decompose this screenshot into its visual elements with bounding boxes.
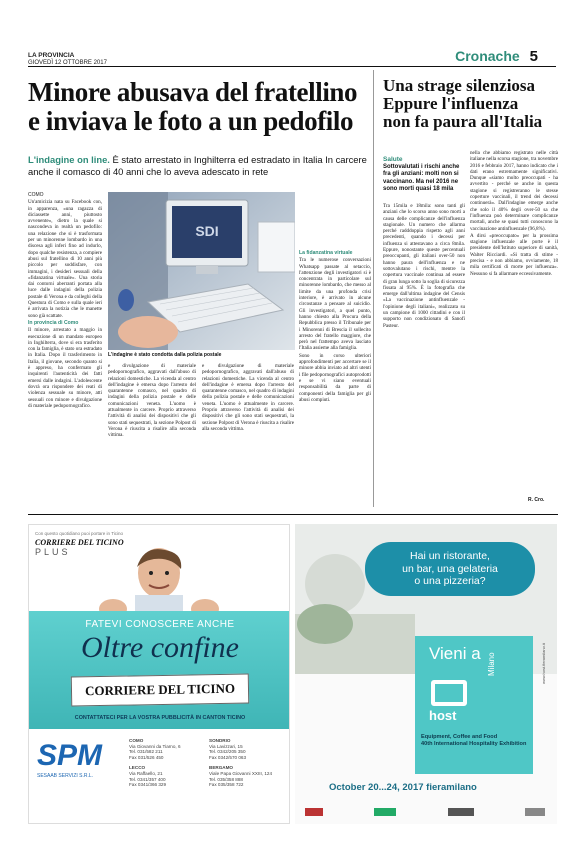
spm-logo: SPM (37, 739, 103, 772)
side-title-line-3: non fa paura all'Italia (383, 112, 543, 131)
paper-name: LA PROVINCIA (28, 52, 75, 59)
spm-name: SESAAB SERVIZI S.R.L. (37, 773, 94, 779)
side-byline: R. Cro. (528, 497, 545, 503)
page-number: 5 (529, 48, 538, 65)
ad2-dates: October 20...24, 2017 fieramilano (329, 782, 477, 793)
main-col3-kicker: La fidanzatina virtuale (299, 250, 353, 256)
side-summary: Sottovalutati i rischi anche fra gli anziani: molti non si vaccinano. Ma nel 2016 ne sono morti quasi 18 mila (383, 164, 460, 193)
side-col3-text: nella che abbiamo registrato nelle città italiane nella scorsa stagione, tra novembre 2016 e febbraio 2017, hanno indicato che i dati erano estremamente significativi. Dunque «siamo molto preoccupati - ha avvertito - perché se anche in questa stagione si registreranno le stesse coperture vaccinali, il trend dei decessi continuerà». Dall'indagine emerge anche che solo il 40% degli over-50 sa che l'influenza può determinare complicanze mortali, anche se quasi tutti conoscono la vaccinazione antinfluenzale (96,8%). (470, 150, 558, 232)
spm-logo-block (37, 739, 113, 793)
subhead-text: È stato arrestato in Inghilterra ed estradato in Italia In carcere anche il comasco di 40 anni che lo aveva adescato in rete (28, 154, 367, 177)
ad2-host-panel (415, 636, 533, 774)
main-col2-text: e divulgazione di materiale pedopornografico, aggravati dall'abuso di relazioni domestiche. La vicenda al centro dell'indagine è emersa dopo l'arresto del quarantenne comasco, nel quadro di indagini della polizia postale e delle comunicazioni veneta. L'uomo è attualmente in carcere. Proprio attraverso l'attività di analisi dei dispositivi che gli sono stati sequestrati, la sezione Polpost di Verona è riuscita a risalire alla seconda vittima. (108, 363, 196, 439)
ad2-speech-bubble (365, 542, 535, 596)
ad-corriere-ticino[interactable] (28, 524, 290, 824)
header-rule (28, 66, 556, 67)
main-col4-text: Sono in corso ulteriori approfondimenti per accertare se il minore abbia inviato ad altri utenti i file pedopornografici autoprodotti e se vi siano eventuali responsabilità da parte di componenti della famiglia per gli abusi compiuti. (299, 352, 371, 403)
side-col1-text: Tra 15mila e 18mila: sono tanti gli anziani che lo scorso anno sono morti a causa delle complicanze dell'influenza stagionale. Un numero che allarma perché radddoppia rispetto agli anni precedenti, quando i decessi per influenza si attestavano a circa 8mila. Eppure, nonostante queste percentuali preoccupanti, gli italiani over-50 non hanno paura dell'influenza e ne sottovalutano i rischi, mentre la copertura vaccinale continua ad essere di gran lunga sotto la soglia di sicurezza fissata al 95%. È la fotografia che emerge dall'ultima indagine del Censis «La vaccinazione antinfluenzale - l'opinione degli italiani», realizzata su un campione di 1000 cittadini e con il supporto non condizionato di Sanofi Pasteur. (383, 203, 465, 329)
headline-line-1: Minore abusava del fratellino (28, 77, 358, 107)
ad1-footer: CONTATTATECI PER LA VOSTRA PUBBLICITÀ IN CANTON TICINO (74, 715, 246, 721)
side-title-line-1: Una strage silenziosa (383, 76, 536, 95)
ad1-newspaper (71, 673, 249, 706)
side-kicker: Salute (383, 156, 403, 163)
main-subhead (28, 154, 368, 178)
side-col2-text: A dirsi «preoccupato» per la prossima stagione influenzale alle porte è il presidente dell'Istituto superiore di sanità, Walter Ricciardi. «Si tratta di stime - precisa - e non abbiamo, ovviamente, 18 mila certificati di morte per influenza». Nessuno si fa allarmare eccessivamente. (470, 232, 558, 277)
main-column-2 (108, 363, 196, 507)
expo-line-1: Equipment, Coffee and Food (421, 734, 498, 740)
ad1-headline: Oltre confine (80, 631, 239, 664)
office-item: BERGAMO Viale Papa Giovanni XXIII, 124 Tel. 035/358 888 Fax 035/358 722 (209, 765, 272, 788)
side-headline (383, 77, 558, 131)
ad2-site: www.host.fieramilano.it (541, 643, 546, 684)
ad1-brand-sub: PLUS (35, 547, 71, 557)
computer-photo-illustration (108, 192, 295, 350)
sponsor-logo-icon (525, 808, 545, 816)
main-headline (28, 78, 368, 136)
subhead-lead: L'indagine on line. (28, 154, 110, 165)
ad2-vieni-text: Vieni a (429, 644, 481, 663)
dateline: COMO (28, 192, 44, 198)
main-column-3 (299, 192, 371, 507)
sponsor-logo-icon (374, 808, 396, 816)
office-item: COMO Via Giovanni da Tiarno, 6 Tel. 031/582 211 Fax 031/526 450 (129, 738, 181, 760)
man-photo (99, 547, 219, 619)
news-photo (108, 192, 295, 350)
section-header (455, 48, 538, 66)
ad2-sponsor-logos (305, 806, 545, 818)
host-logo-icon (431, 680, 467, 706)
office-item: SONDRIO Via Lavizzari, 15 Tel. 0342/205 350 Fax 0342/570 063 (209, 738, 247, 760)
side-column-1 (383, 203, 465, 503)
sponsor-logo-icon (305, 808, 323, 816)
photo-caption: L'indagine è stato condotta dalla polizia postale (108, 352, 222, 358)
ad1-tagline: FATEVI CONOSCERE ANCHE (85, 619, 235, 630)
ad1-paper-title: CORRIERE DEL TICINO (84, 680, 236, 699)
headline-line-2: e inviava le foto a un pedofilo (28, 106, 354, 136)
ad-host-milano[interactable] (295, 524, 557, 824)
main-col1b-text: Il minore, arrestato a maggio in esecuzione di un mandato europeo in Inghilterra, dove si era trasferito con la famiglia, è stato ora estradato in Italia. Dopo il trasferimento in Italia, il giovane, secondo quanto si è appreso, ha confermato gli inquirenti l'autenticità dei fatti emersi dalle indagini. L'adolescente dovrà ora rispondere dei reati di violenza sessuale su minore, atti sessuali con minore e divulgazione di materiale pedopornografico. (28, 327, 102, 409)
ad1-top-note: Con questo quotidiano puoi portare in Ticino (35, 531, 124, 536)
main-col1-kicker: In provincia di Como (28, 319, 79, 326)
bubble-line-1: Hai un ristorante, (410, 550, 490, 562)
main-column-1 (28, 192, 102, 507)
ad2-host: host (429, 708, 457, 723)
main-column-2b (202, 363, 294, 507)
svg-text:SDI: SDI (195, 223, 219, 239)
issue-date: GIOVEDÌ 12 OTTOBRE 2017 (28, 60, 107, 66)
main-col1-text: Un'amicizia nata su Facebook con, in apparenza, «una ragazza di diciassette anni, piuttosto avvenente», dietro la quale si nascondeva in realtà un pedofilo: una relazione che si è trasformata per un minorenne lombardo in una discesa agli inferi fino ad indurlo, dopo qualche resistenza, a compiere abusi sul fratellino di 10 anni più piccolo per soddisfare, con immagini, i desideri sessuali della «fidanzatina virtuale». Una storia dai contorni aberranti portata alla luce dalle indagini della polizia postale di Verona e da colleghi della Questura di Como e sulla quale ieri è arrivata la notizia che le manette sono già scattate. (28, 199, 102, 319)
ad2-city: Milano (487, 652, 496, 676)
side-column-2 (470, 150, 558, 495)
sponsor-logo-icon (448, 808, 474, 816)
main-col3-text: Tra le numerose conversazioni Whatsapp passate al setaccio, l'attenzione degli investigatori si è concentrata in particolare sul minorenne lombardo, che messo al limite da una profonda crisi interiore, è arrivato in alcune circostanze a pensare al suicidio. Gli investigatori, a quel punto, hanno chiesto alla Procura della Repubblica presso il Tribunale per i Minorenni di Brescia il sollecito arresto del fratello maggiore, che però nel frattempo aveva lasciato l'Italia assieme alla famiglia. (299, 257, 371, 352)
expo-line-2: 40th International Hospitality Exhibition (421, 741, 527, 747)
ads-rule (28, 514, 558, 515)
main-col2b-text: e divulgazione di materiale pedopornografico, aggravati dall'abuso di relazioni domestiche. La vicenda al centro dell'indagine è emersa dopo l'arresto del quarantenne comasco, nel quadro di indagini della polizia postale e delle comunicazioni veneta. L'uomo è attualmente in carcere. Proprio attraverso l'attività di analisi dei dispositivi che gli sono stati sequestrati, la sezione Polpost di Verona è riuscita a risalire alla seconda vittima. (202, 363, 294, 432)
bubble-line-3: o una pizzeria? (414, 575, 486, 587)
section-name: Cronache (455, 48, 520, 64)
bubble-line-2: un bar, una gelateria (402, 562, 498, 575)
office-item: LECCO Via Raffaello, 21 Tel. 0341/357 400 Fax 0341/366 329 (129, 765, 167, 788)
column-divider (373, 70, 374, 507)
ad1-brand: CORRIERE DEL TICINO (35, 538, 124, 547)
masthead (28, 52, 107, 67)
side-title-line-2: Eppure l'influenza (383, 94, 519, 113)
spm-offices (129, 738, 289, 788)
